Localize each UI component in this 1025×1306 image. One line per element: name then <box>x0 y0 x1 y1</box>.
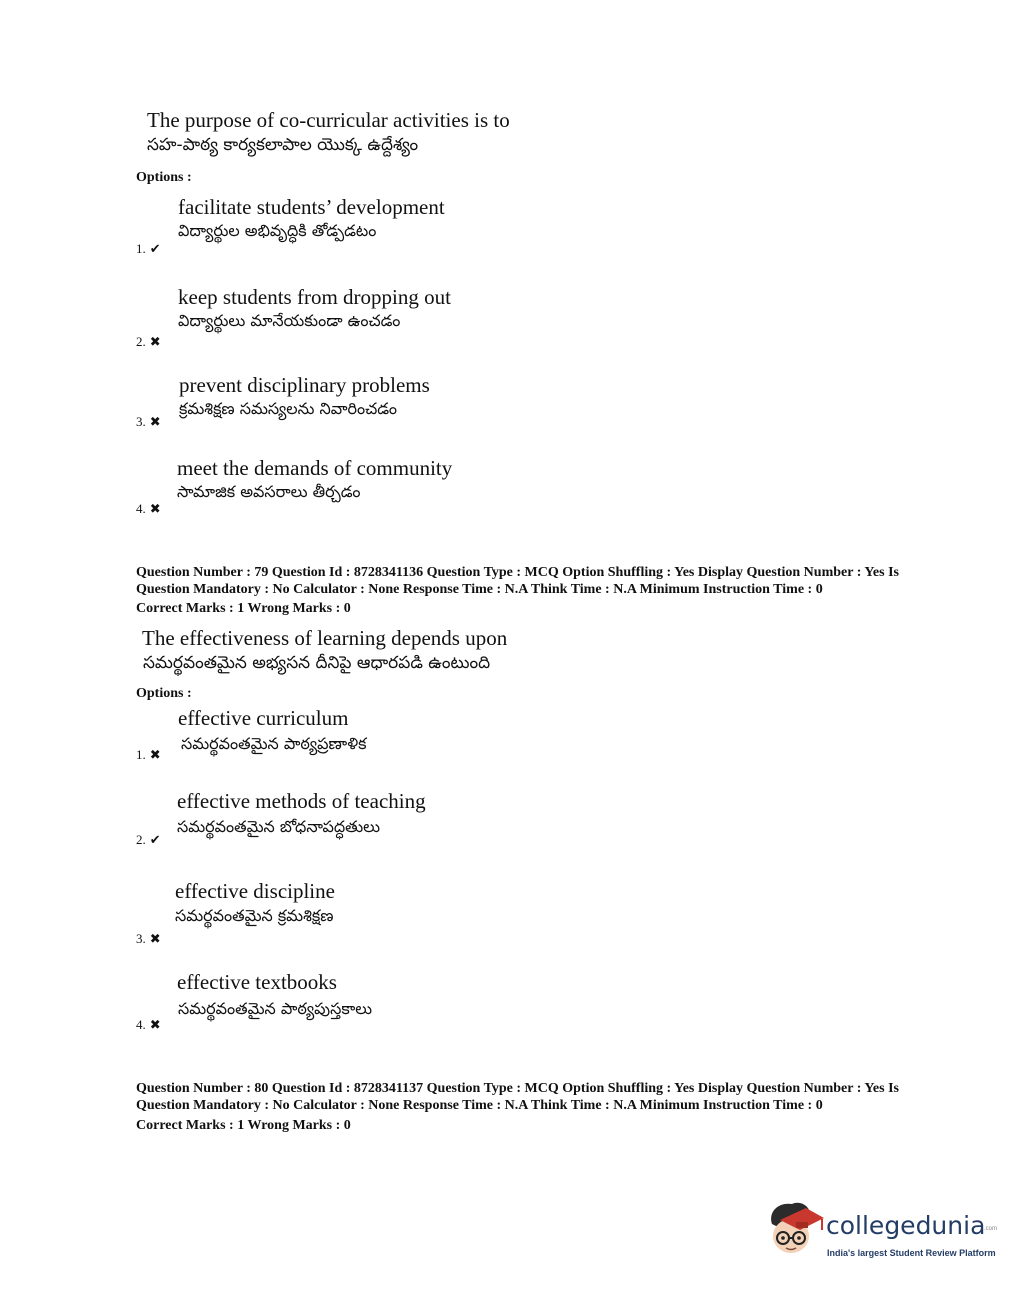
check-icon: ✔ <box>149 241 161 256</box>
question-text-en: The purpose of co-curricular activities is to <box>147 108 510 132</box>
option-number: 3. ✖ <box>136 931 161 946</box>
option-number: 4. ✖ <box>136 1017 161 1032</box>
question-text-te: సమర్థవంతమైన అభ్యసన దీనిపై ఆధారపడి ఉంటుంది <box>143 653 491 673</box>
option-number: 2. ✖ <box>136 334 161 349</box>
option-number: 4. ✖ <box>136 501 161 516</box>
option-text-te: సామాజిక అవసరాలు తీర్చడం <box>177 482 361 501</box>
options-label: Options : <box>136 170 192 185</box>
cross-icon: ✖ <box>149 414 161 429</box>
option-text-te: సమర్థవంతమైన క్రమశిక్షణ <box>175 906 334 925</box>
cross-icon: ✖ <box>149 1017 161 1032</box>
option-text-en: meet the demands of community <box>177 456 453 480</box>
cross-icon: ✖ <box>149 501 161 516</box>
question-marks: Correct Marks : 1 Wrong Marks : 0 <box>136 601 351 616</box>
option-text-te: సమర్థవంతమైన బోధనాపద్ధతులు <box>177 817 381 836</box>
option-text-te: సమర్థవంతమైన పాఠ్యపుస్తకాలు <box>178 999 373 1018</box>
option-text-en: prevent disciplinary problems <box>179 373 430 397</box>
option-number: 1. ✖ <box>136 747 161 762</box>
option-text-te: సమర్థవంతమైన పాఠ్యప్రణాళిక <box>181 734 367 753</box>
option-text-te: విద్యార్థులు మానేయకుండా ఉంచడం <box>178 311 401 330</box>
cross-icon: ✖ <box>149 931 161 946</box>
logo-tagline: India's largest Student Review Platform <box>827 1248 996 1258</box>
question-meta: Question Number : 79 Question Id : 8728341136 Question Type : MCQ Option Shuffling : Yes Display Question Number : Yes Is Question Mandatory : No Calculator : None Response Time : N.A Think Time : N.A Minimum Instruction Time : 0 <box>136 565 899 597</box>
logo-wordmark: collegedunia <box>826 1211 986 1240</box>
check-icon: ✔ <box>149 832 161 847</box>
cross-icon: ✖ <box>149 747 161 762</box>
question-meta: Question Number : 80 Question Id : 8728341137 Question Type : MCQ Option Shuffling : Yes Display Question Number : Yes Is Question Mandatory : No Calculator : None Response Time : N.A Think Time : N.A Minimum Instruction Time : 0 <box>136 1081 899 1113</box>
option-number: 3. ✖ <box>136 414 161 429</box>
cross-icon: ✖ <box>149 334 161 349</box>
option-number: 2. ✔ <box>136 832 161 847</box>
option-text-en: effective textbooks <box>177 970 337 994</box>
option-text-en: effective methods of teaching <box>177 789 426 813</box>
option-text-en: keep students from dropping out <box>178 285 451 309</box>
collegedunia-mascot-icon <box>766 1198 826 1260</box>
option-text-te: విద్యార్థుల అభివృద్ధికి తోడ్పడటం <box>178 221 377 240</box>
logo-com: .com <box>984 1226 998 1232</box>
option-text-en: effective curriculum <box>178 706 349 730</box>
option-text-te: క్రమశిక్షణ సమస్యలను నివారించడం <box>179 399 397 418</box>
option-text-en: effective discipline <box>175 879 335 903</box>
question-text-te: సహ-పాఠ్య కార్యకలాపాల యొక్క ఉద్దేశ్యం <box>147 135 419 155</box>
question-marks: Correct Marks : 1 Wrong Marks : 0 <box>136 1118 351 1133</box>
options-label: Options : <box>136 686 192 701</box>
option-number: 1. ✔ <box>136 241 161 256</box>
option-text-en: facilitate students’ development <box>178 195 445 219</box>
question-text-en: The effectiveness of learning depends upon <box>142 626 508 650</box>
